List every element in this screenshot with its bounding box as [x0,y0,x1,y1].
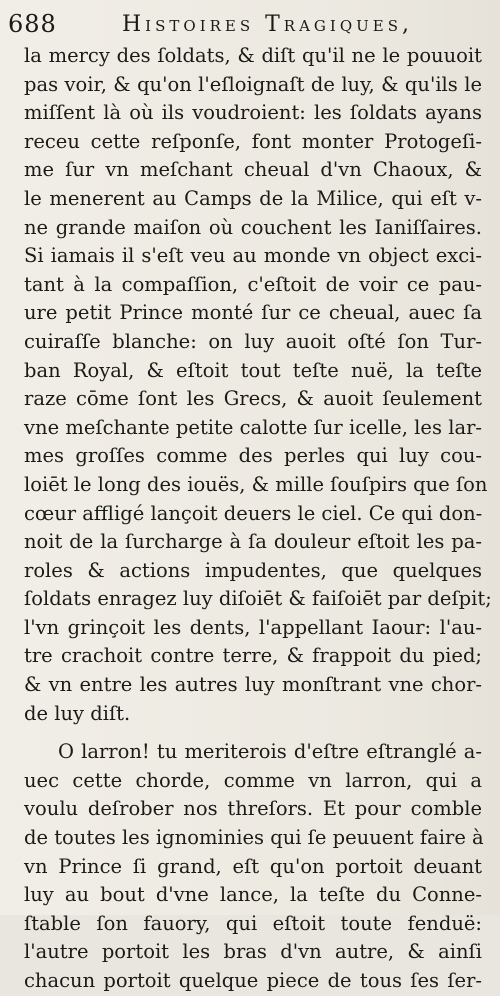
text-line: l'autre portoit les bras d'vn autre, & ainſi [24,940,482,964]
text-line: ban Royal, & eſtoit tout teſte nuë, la teſte [24,358,482,382]
text-line: chacun portoit quelque piece de tous ſes ſer- [24,969,482,992]
paragraph-gap [24,728,482,738]
text-line: & vn entre les autres luy monſtrant vne chor- [24,673,482,697]
text-line: cuiraſſe blanche: on luy auoit oſté ſon Tur- [24,329,482,353]
text-line: me ſur vn meſchant cheual d'vn Chaoux, & [24,158,482,182]
paragraph [24,42,492,728]
text-line: receu cette reſponſe, font monter Protogeſi- [24,129,482,153]
text-line: mes groſſes comme des perles qui luy cou- [24,444,482,468]
text-line: la mercy des ſoldats, & diſt qu'il ne le pouuoit [24,44,482,67]
text-line: roles & actions impudentes, que quelques [24,558,482,582]
text-line: tant à la compaſſion, c'eſtoit de voir ce pau- [24,272,482,296]
text-line: luy au bout d'vne lance, la teſte du Conne- [24,883,482,907]
text-line: O larron! tu meriterois d'eſtre eſtranglé a- [58,740,482,764]
text-line: vn Prince ſi grand, eſt qu'on portoit deuant [24,854,482,878]
text-line: vne meſchante petite calotte ſur icelle, les lar- [24,415,482,439]
page-header [8,6,492,42]
text-line: ne grande maiſon où couchent les Ianiſſaires. [24,215,482,239]
text-line: ſtable ſon fauory, qui eſtoit toute fenduë: [24,911,482,935]
text-line: miſſent là où ils voudroient: les ſoldats ayans [24,101,482,125]
text-line: cœur affligé lançoit deuers le ciel. Ce qui don- [24,501,483,525]
page-number: 688 [8,10,57,38]
text-line: loiēt le long des iouës, & mille ſouſpirs que ſon [24,472,488,496]
text-line: de luy diſt. [24,701,131,725]
text-line: tre crachoit contre terre, & frappoit du pied; [24,644,482,668]
text-line: ure petit Prince monté ſur ce cheual, auec ſa [24,301,482,325]
text-line: pas voir, & qu'on l'eſloignaſt de luy, & qu'ils le [24,72,482,96]
text-line: voulu deſrober nos threſors. Et pour comble [24,797,482,821]
text-line: ſoldats enragez luy diſoiēt & faiſoiēt par deſpit; [24,587,492,611]
text-line: le menerent au Camps de la Milice, qui eſt v- [24,186,482,210]
body-text [24,42,492,996]
text-line: raze cōme ſont les Grecs, & auoit ſeulement [24,387,482,411]
text-line: de toutes les ignominies qui ſe peuuent faire à [24,826,484,850]
text-line: Si iamais il s'eſt veu au monde vn object exci- [24,244,482,268]
running-title: Histoires Tragiques, [122,12,413,37]
text-line: uec cette chorde, comme vn larron, qui a [24,768,482,792]
text-line: l'vn grinçoit les dents, l'appellant Iaour: l'au- [24,615,482,639]
paragraph [24,738,482,995]
text-line: noit de la ſurcharge à ſa douleur eſtoit les pa- [24,530,482,554]
